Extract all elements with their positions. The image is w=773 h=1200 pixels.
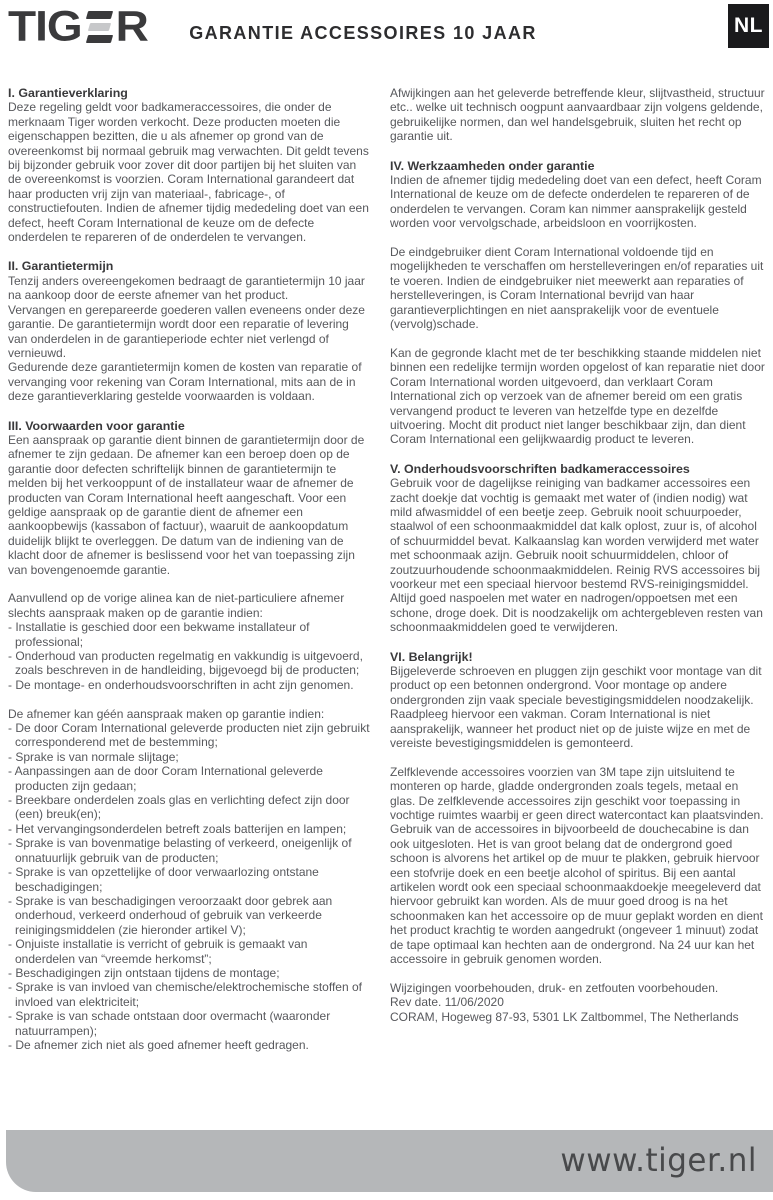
paragraph: Zelfklevende accessoires voorzien van 3M tape zijn uitsluitend te monteren op harde, gladde ondergronden zoals tegels, metaal en glas. De zelfklevende accessoires zijn geschikt voor toepassing in vochtige ruimtes waarbij er geen direct watercontact kan plaatsvinden. Gebruik van de accessoires in bijvoorbeeld de douchecabine is dan ook uitgesloten. Het is van groot belang dat de ondergrond goed schoon is alvorens het artikel op de muur te plakken, gebruik hiervoor een stofvrije doek en een beetje alcohol of spiritus. Bij een aantal artikelen wordt ook een speciaal schoonmaakdoekje meegeleverd dat hiervoor gebruikt kan worden. Als de muur goed droog is na het schoonmaken kan het accessoire op de muur geplakt worden en dient het product krachtig te worden aangedrukt (ongeveer 1 minuut) zodat de tape optimaal kan hechten aan de ondergrond. Na 24 uur kan het accessoire in gebruik genomen worden. [390,764,764,967]
list-item: - Het vervangingsonderdelen betreft zoals batterijen en lampen; [8,822,370,836]
list-item: - Onderhoud van producten regelmatig en vakkundig is uitgevoerd, zoals beschreven in de handleiding, bijgevoegd bij de producten; [8,649,370,678]
revision-note: Wijzigingen voorbehouden, druk- en zetfouten voorbehouden. [390,980,719,995]
paragraph: Gebruik voor de dagelijkse reiniging van badkamer accessoires een zacht doekje dat vochtig is gemaakt met water of (indien nodig) wat mild afwasmiddel of een beetje zeep. Gebruik nooit schuurpoeder, staalwol of een schoonmaakmiddel dat kalk oplost, zuur is, of alcohol of schuurmiddel bevat. Kalkaanslag kan worden verwijderd met water met schoonmaak azijn. Gebruik nooit schuurmiddelen, chloor of zoutzuurhoudende schoonmaakmiddelen. Reinig RVS accessoires bij voorkeur met een speciaal hiervoor bestemd RVS-reinigingsmiddel. Altijd goed naspoelen met water en nadrogen/oppoetsen met een schone, droge doek. Dit is noodzakelijk om achtergebleven resten van schoonmaakmiddelen goed te verwijderen. [390,476,763,635]
list-item: - Sprake is van opzettelijke of door verwaarlozing ontstane beschadigingen; [8,865,370,894]
company-address: CORAM, Hogeweg 87-93, 5301 LK Zaltbommel, The Netherlands [390,1009,739,1024]
paragraph: Aanvullend op de vorige alinea kan de niet-particuliere afnemer slechts aanspraak maken op de garantie indien: [8,591,345,620]
section-garantieverklaring [8,86,370,244]
conditions-list [8,620,370,692]
logo-e-bar-middle [88,23,111,31]
section-garantietermijn [8,259,370,403]
paragraph: Afwijkingen aan het geleverde betreffende kleur, slijtvastheid, structuur etc.. welke uit technisch oogpunt aanvaardbaar zijn volgens geldende, gebruikelijke normen, dan wel handelsgebruik, sluiten het recht op garantie uit. [390,86,765,144]
paragraph: De afnemer kan géén aanspraak maken op garantie indien: [8,706,325,721]
tiger-logo [8,2,148,50]
revision-date: Rev date. 11/06/2020 [390,995,504,1010]
paragraph: Tenzij anders overeengekomen bedraagt de garantietermijn 10 jaar na aankoop door de eerste afnemer van het product. [8,273,365,303]
list-item: - Installatie is geschied door een bekwame installateur of professional; [8,620,370,649]
section-heading: V. Onderhoudsvoorschriften badkameraccessoires [390,461,690,476]
list-item: - Sprake is van bovenmatige belasting of verkeerd, oneigenlijk of onnatuurlijk gebruik van de producten; [8,836,370,865]
list-item: - De door Coram International geleverde producten niet zijn gebruikt corresponderend met de bestemming; [8,721,370,750]
paragraph: Bijgeleverde schroeven en pluggen zijn geschikt voor montage van dit product op een betonnen ondergrond. Voor montage op andere ondergronden zijn vaak speciale bevestigingsmiddelen noodzakelijk. Raadpleeg hiervoor een vakman. Coram International is niet aansprakelijk, wanneer het product niet op de juiste wijze en met de vereiste bevestigingsmiddelen is gemonteerd. [390,664,762,751]
section-werkzaamheden [390,159,765,447]
section-belangrijk [390,650,765,1010]
list-item: - Sprake is van normale slijtage; [8,750,370,764]
list-item: - De montage- en onderhoudsvoorschriften in acht zijn genomen. [8,678,370,692]
left-column [8,86,370,1052]
list-item: - Sprake is van invloed van chemische/elektrochemische stoffen of invloed van elektriciteit; [8,980,370,1009]
list-item: - Sprake is van beschadigingen veroorzaakt door gebrek aan onderhoud, verkeerd onderhoud of gebruik van verkeerde reinigingsmiddelen (zie hieronder artikel V); [8,894,370,937]
list-item: - Sprake is van schade ontstaan door overmacht (waaronder natuurrampen); [8,1009,370,1038]
paragraph: Gedurende deze garantietermijn komen de kosten van reparatie of vervanging voor rekening van Coram International, mits aan de in deze garantieverklaring gestelde voorwaarden is voldaan. [8,360,362,404]
exclusions-list [8,721,370,1052]
section-heading: II. Garantietermijn [8,259,114,274]
logo-text-right: R [115,2,148,50]
page-title: GARANTIE ACCESSOIRES 10 JAAR [189,23,537,43]
logo-e-bar-bottom [86,35,113,43]
paragraph: Een aanspraak op garantie dient binnen de garantietermijn door de afnemer te zijn gedaan. De afnemer kan een beroep doen op de garantie door defecten schriftelijk binnen de garantietermijn te melden bij het verkooppunt of de installateur waar de afnemer de producten van Coram International heeft aangeschaft. Voor een geldige aanspraak op de garantie dient de afnemer een aankoopbewijs (kassabon of factuur), waaruit de aankoopdatum duidelijk blijkt te overleggen. De datum van de indiening van de klacht door de afnemer is beslissend voor het van toepassing zijn van bovengenoemde garantie. [8,432,365,577]
logo-e-bars-icon [87,11,112,43]
section-heading: IV. Werkzaamheden onder garantie [390,158,595,173]
paragraph: Vervangen en gerepareerde goederen vallen eveneens onder deze garantie. De garantietermijn wordt door een reparatie of levering van onderdelen in de garantieperiode echter niet verlengd of vernieuwd. [8,302,365,360]
list-item: - Onjuiste installatie is verricht of gebruik is gemaakt van onderdelen van “vreemde herkomst”; [8,937,370,966]
paragraph: De eindgebruiker dient Coram International voldoende tijd en mogelijkheden te verschaffen om herstelleveringen en/of reparaties uit te voeren. Indien de eindgebruiker niet meewerkt aan reparaties of herstelleveringen, is Coram International bevrijd van haar garantieverplichtingen en niet aansprakelijk voor de eventuele (vervolg)schade. [390,245,764,332]
section-voorwaarden [8,419,370,1053]
paragraph: Kan de gegronde klacht met de ter beschikking staande middelen niet binnen een redelijke termijn worden opgelost of kan reparatie niet door Coram International worden uitgevoerd, dan verklaart Coram International zich op verzoek van de afnemer bereid om een gratis vervangend product te leveren van hetzelfde type en dezelfde uitvoering. Mocht dit product niet langer beschikbaar zijn, dan dient Coram International een gelijkwaardig product te leveren. [390,345,765,447]
list-item: - Beschadigingen zijn ontstaan tijdens de montage; [8,966,370,980]
list-item: - Breekbare onderdelen zoals glas en verlichting defect zijn door (een) breuk(en); [8,793,370,822]
section-heading: I. Garantieverklaring [8,86,128,100]
website-link[interactable]: www.tiger.nl [560,1142,757,1180]
document-body [8,86,765,1052]
list-item: - Aanpassingen aan de door Coram International geleverde producten zijn gedaan; [8,764,370,793]
paragraph: Indien de afnemer tijdig mededeling doet van een defect, heeft Coram International de keuze om de defecte onderdelen te repareren of de onderdelen te vervangen. Coram kan nimmer aansprakelijk gesteld worden voor vervolgschade, arbeidsloon en voorrijkosten. [390,173,762,231]
section-heading: VI. Belangrijk! [390,649,473,664]
right-column [390,86,765,1052]
section-heading: III. Voorwaarden voor garantie [8,418,185,433]
list-item: - De afnemer zich niet als goed afnemer heeft gedragen. [8,1038,370,1052]
section-onderhoudsvoorschriften [390,462,765,635]
logo-text-left: TIG [8,2,82,50]
logo-e-bar-top [86,11,113,19]
paragraph: Deze regeling geldt voor badkameraccessoires, die onder de merknaam Tiger worden verkocht. Deze producten moeten die eigenschappen bezitten, die u als afnemer op grond van de overeenkomst bij normaal gebruik mag verwachten. Dit geldt tevens bij bijzonder gebruik voor zover dit door partijen bij het sluiten van de overeenkomst is voorzien. Coram International garandeert dat haar producten vrij zijn van materiaal-, fabricage-, of constructiefouten. Indien de afnemer tijdig mededeling doet van een defect, heeft Coram International de keuze om de defecte onderdelen te repareren of de onderdelen te vervangen. [8,100,369,245]
language-badge: NL [728,4,769,48]
footer-bar [6,1130,773,1192]
